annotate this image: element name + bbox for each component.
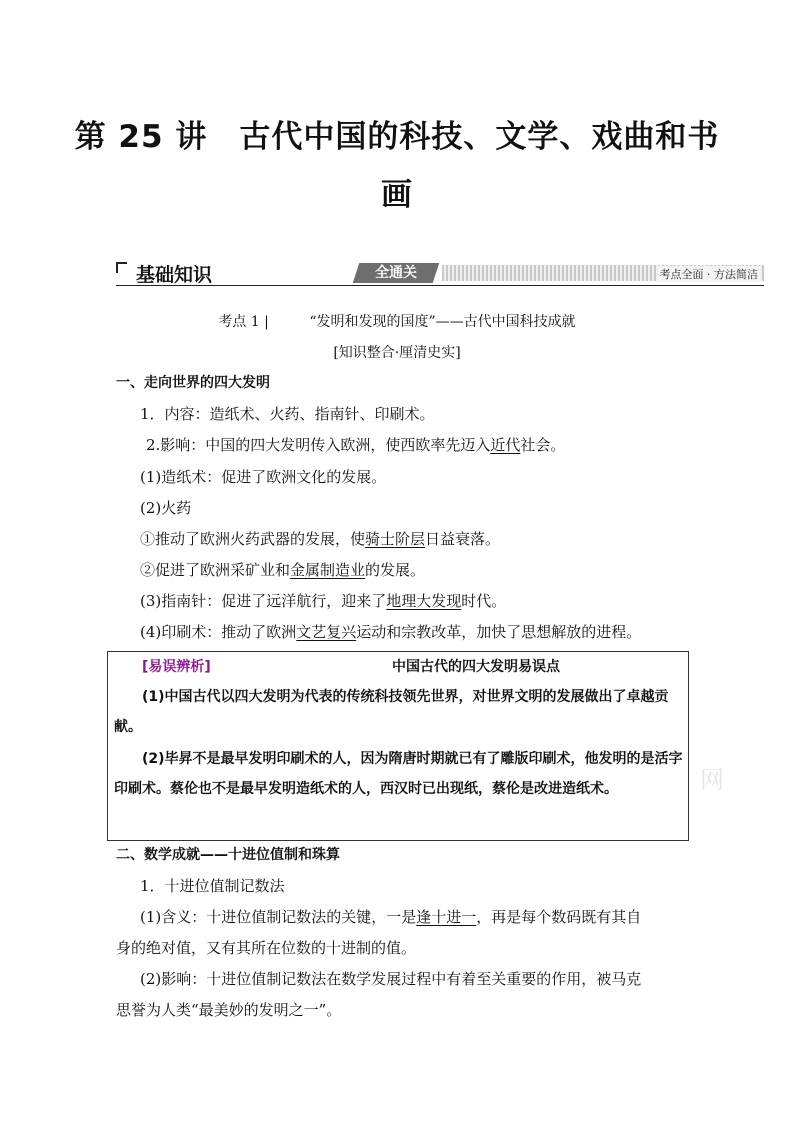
- tip-box-title: 中国古代的四大发明易误点: [392, 659, 560, 675]
- page-title: [0, 112, 794, 220]
- watermark: 网: [700, 766, 724, 794]
- s2-para-1: [140, 906, 700, 928]
- tip-box-para-2: (2)毕昇不是最早发明印刷术的人，因为隋唐时期就已有了雕版印刷术，他发明的是活字印刷术。蔡伦也不是最早发明造纸术的人，西汉时已出现纸，蔡伦是改进造纸术。: [114, 751, 683, 797]
- s2-item-1: 1．十进位值制记数法: [140, 877, 285, 895]
- s1-circle-2-text: ②促进了欧洲采矿业和: [140, 561, 291, 579]
- s1-circle-1-underline: 骑士阶层: [365, 530, 426, 548]
- title-line-2: 画: [381, 177, 413, 213]
- s1-circle-1: [140, 528, 710, 550]
- corner-bracket-icon: [116, 262, 127, 273]
- section-banner: [116, 262, 764, 286]
- tip-box-para-1: (1)中国古代以四大发明为代表的传统科技领先世界，对世界文明的发展做出了卓越贡献。: [114, 689, 669, 735]
- s2-para-1-text: (1)含义：十进位值制记数法的关键，一是: [140, 908, 417, 926]
- s1-item-2: [146, 434, 716, 456]
- s1-para-3-text: (3)指南针：促进了远洋航行，迎来了: [140, 592, 387, 610]
- s1-item-2-text: 2.影响：中国的四大发明传入欧洲，使西欧率先迈入: [146, 436, 491, 454]
- title-line-1: 第 25 讲 古代中国的科技、文学、戏曲和书: [74, 119, 720, 155]
- s1-circle-2-tail: 的发展。: [365, 561, 426, 579]
- s2-para-1-cont: 身的绝对值，又有其所在位数的十进制的值。: [116, 939, 417, 957]
- kaodian-text: “发明和发现的国度”——古代中国科技成就: [309, 314, 576, 330]
- s1-para-3: [140, 590, 710, 612]
- s1-item-2-tail: 社会。: [520, 436, 566, 454]
- s1-circle-1-text: ①推动了欧洲火药武器的发展，使: [140, 530, 366, 548]
- s1-heading: 一、走向世界的四大发明: [116, 375, 270, 391]
- s1-para-2: (2)火药: [140, 499, 192, 517]
- s1-para-1: (1)造纸术：促进了欧洲文化的发展。: [140, 468, 387, 486]
- s1-circle-1-tail: 日益衰落。: [425, 530, 501, 548]
- subheading: [知识整合·厘清史实]: [333, 345, 461, 361]
- banner-section-title: 基础知识: [136, 264, 213, 286]
- s1-item-1: 1．内容：造纸术、火药、指南针、印刷术。: [140, 405, 435, 423]
- kaodian-label: 考点 1 |: [218, 314, 269, 330]
- s1-para-3-tail: 时代。: [461, 592, 507, 610]
- s1-para-4-underline: 文艺复兴: [296, 623, 357, 641]
- banner-rule: [116, 285, 764, 286]
- tip-box: [107, 651, 689, 841]
- s2-para-2-cont: 思誉为人类“最美妙的发明之一”。: [116, 1001, 342, 1019]
- s1-para-3-underline: 地理大发现: [386, 592, 462, 610]
- s1-para-4-tail: 运动和宗教改革，加快了思想解放的进程。: [356, 623, 642, 641]
- banner-tag-label: 全通关: [375, 265, 417, 281]
- banner-tag: [353, 263, 439, 283]
- s2-para-1-tail: ，再是每个数码既有其自: [476, 908, 642, 926]
- s1-circle-2-underline: 金属制造业: [290, 561, 366, 579]
- tip-box-label: [易误辨析]: [142, 659, 211, 675]
- s2-heading: 二、数学成就——十进位值制和珠算: [116, 847, 340, 863]
- s1-circle-2: [140, 559, 710, 581]
- s1-para-4: [140, 621, 710, 643]
- banner-motto: 考点全面 · 方法简洁: [659, 268, 758, 281]
- s2-para-2: (2)影响：十进位值制记数法在数学发展过程中有着至关重要的作用，被马克: [140, 970, 642, 988]
- s1-item-2-underline: 近代: [490, 436, 521, 454]
- s1-para-4-text: (4)印刷术：推动了欧洲: [140, 623, 297, 641]
- kaodian-heading: [0, 311, 794, 331]
- s2-para-1-underline: 逢十进一: [416, 908, 477, 926]
